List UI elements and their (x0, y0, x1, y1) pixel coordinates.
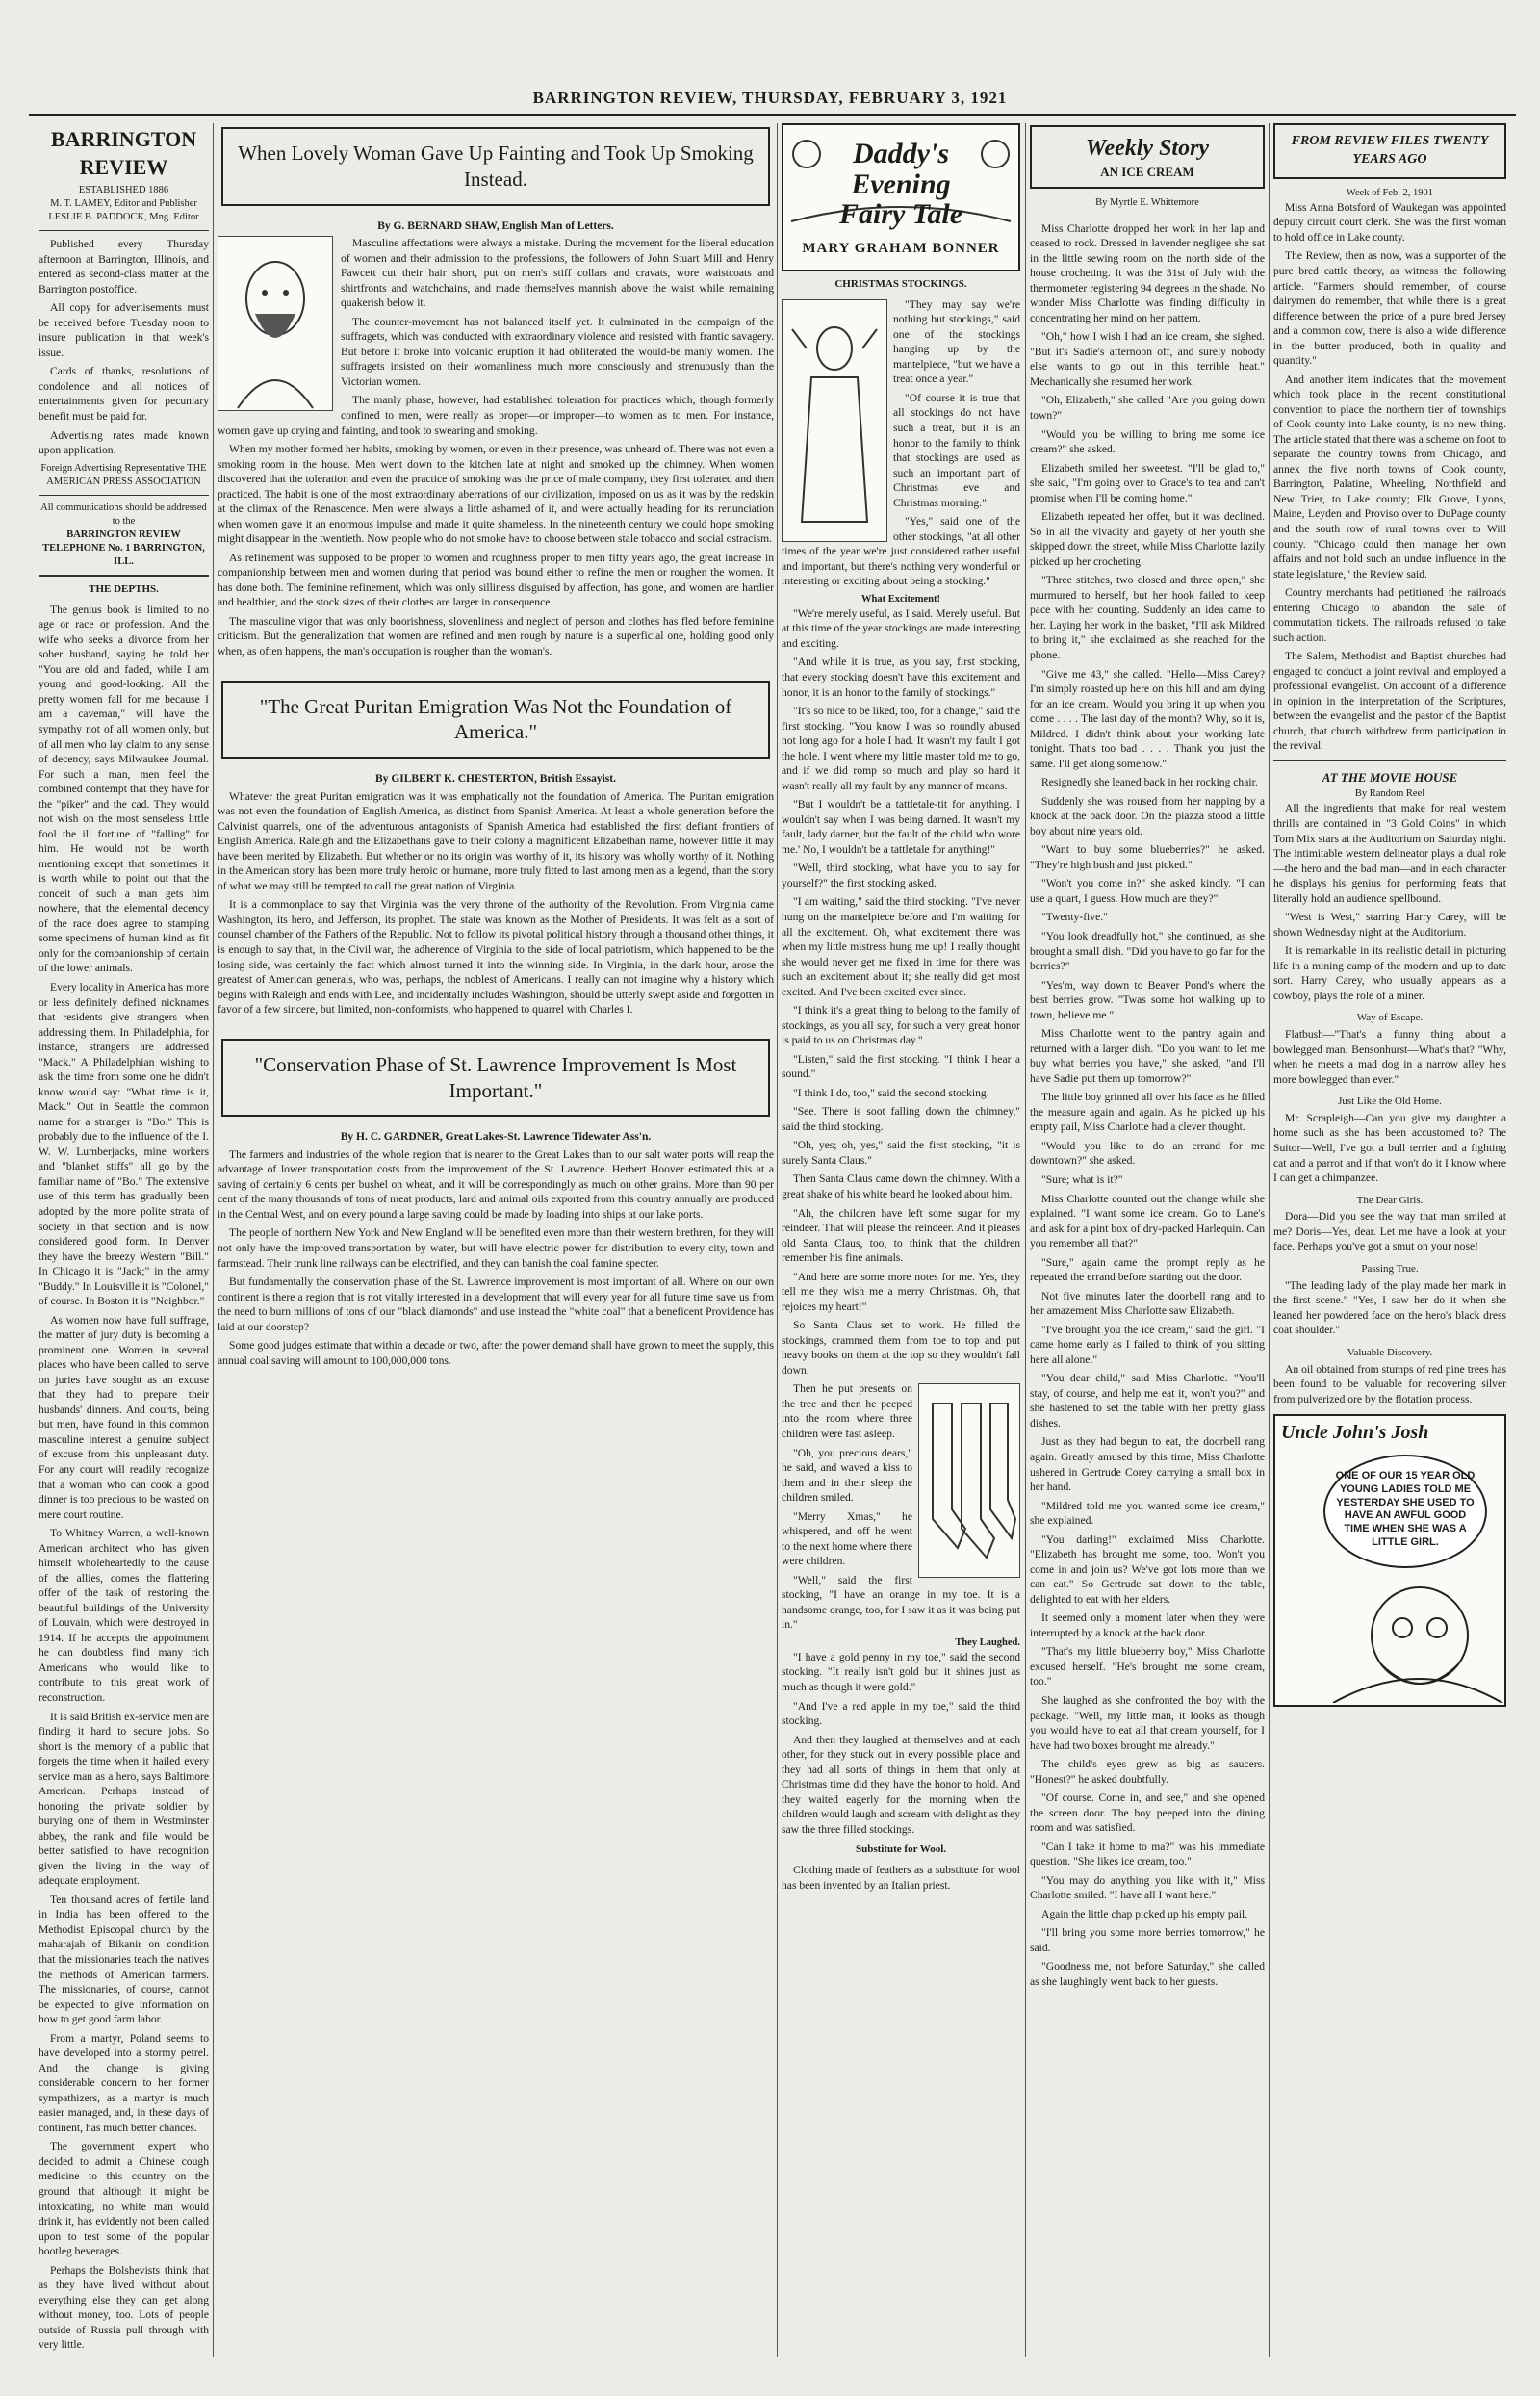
story-paragraph: "Won't you come in?" she asked kindly. "I can use a quart, I guess. How much are they?" (1030, 877, 1265, 905)
story-paragraph: Elizabeth repeated her offer, but it was declined. So in all the vivacity and gayety of her youth she skipped down the street, while Miss Charlotte lazily picked up her crocheting. (1030, 510, 1265, 568)
story-paragraph: Miss Charlotte went to the pantry again and returned with a larger dish. "Do you want to let me buy what berries you have," she asked, "and I'll have Sadie put them up tomorrow?" (1030, 1027, 1265, 1085)
column-essays (218, 123, 774, 2357)
author-portrait (218, 236, 333, 411)
story-paragraph: Miss Charlotte counted out the change while she explained. "I want some ice cream. Go to Lane's and ask for a pint box of dry-packed Harlequin. Can you remember all that?" (1030, 1192, 1265, 1250)
story-paragraph: "We're merely useful, as I said. Merely useful. But at this time of the year stockings are made interesting and exciting. (782, 606, 1020, 650)
story-paragraph: Miss Charlotte dropped her work in her lap and ceased to rock. Dressed in lavender negligee she sat in the little sewing room on the north side of the house crocheting. It was the 31st of July with the thermometer registering 94 degrees in the shade. No wonder Miss Charlotte was finding difficulty in concentrating her mind on her pattern. (1030, 221, 1265, 324)
story-paragraph: Resignedly she leaned back in her rocking chair. (1041, 776, 1258, 789)
notice: Published every Thursday afternoon at Barrington, Illinois, and entered as second-class matter at the Barrington postoffice. (38, 238, 209, 296)
established-line: ESTABLISHED 1886 (78, 184, 169, 195)
review-paragraph: The Review, then as now, was a supporter of the pure bred cattle theory, as witness the following article. "Farmers should remember, of course dairymen do remember, that while there is a great difference between the price of a pure bred Jersey and a common cow, there is also a wide difference in the butter produced, both in quality and quantity." (1273, 249, 1506, 368)
story-paragraph: Not five minutes later the doorbell rang and to her amazement Miss Charlotte saw Elizabeth. (1030, 1289, 1265, 1318)
column-weekly-story (1030, 123, 1265, 2357)
story-paragraph: "And here are some more notes for me. Yes, they tell me they wish me a merry Christmas. Oh, that rejoices my heart!" (782, 1270, 1020, 1313)
story-paragraph: "You dear child," said Miss Charlotte. "You'll stay, of course, and help me eat it, won't you?" and she hastened to set the table with her pretty glass dishes. (1030, 1372, 1265, 1430)
story-paragraph: It seemed only a moment later when they were interrupted by a knock at the back door. (1030, 1611, 1265, 1639)
story-paragraph: "Oh, yes; oh, yes," said the first stocking, "it is surely Santa Claus." (782, 1139, 1020, 1167)
review-paragraph: Miss Anna Botsford of Waukegan was appointed deputy circuit court clerk. She was the first woman to hold office in Lake county. (1273, 200, 1506, 244)
story-paragraph: "Sure," again came the prompt reply as he repeated the errand before starting out the door. (1030, 1255, 1265, 1284)
article-title: "Conservation Phase of St. Lawrence Improvement Is Most Important." (254, 1052, 737, 1102)
divider (1273, 760, 1506, 761)
story-paragraph: "Oh, you precious dears," he said, and waved a kiss to them and in their sleep the children smiled. (782, 1446, 912, 1505)
divider (38, 230, 209, 231)
story-paragraph: "I think it's a great thing to belong to the family of stockings, as you all say, for such a very great honor is paid to us on Christmas day." (782, 1004, 1020, 1047)
joke-text: Dora—Did you see the way that man smiled at me? Doris—Yes, dear. Let me have a look at your face. Perhaps you've got a smut on your nose! (1273, 1210, 1506, 1253)
story-paragraph: Elizabeth smiled her sweetest. "I'll be glad to," she said, "I'm going over to Grace's to tea and can't promise when I'll be coming home." (1030, 461, 1265, 504)
editorial-paragraph: Every locality in America has more or less definitely defined nicknames that residents give strangers when addressing them. In Philadelphia, for instance, strangers are addressed "Mack." A Philadelphian wishing to ask the time from some one he didn't know would say: "What time is it, Mack." Out in Seattle the common name for a stranger is "Bo." This is probably due to the influence of the I. W. W. Lumberjacks, mine workers and "blanket stiffs" all go by the familiar name of "Bo." The extensive use of this term has gradually been adopted by the more polite strata of society in that section and is now considered good form. In Denver they have the breezy Western "Bill." In Chicago it is "Jack;" in the army "Buddy." In Louisville it is "Colonel," of course. In Boston it is "Neighbor." (38, 981, 209, 1308)
story-paragraph: "It's so nice to be liked, too, for a change," said the first stocking. "You know I was so roundly abused not long ago for a hole I had. It wasn't my fault I got the hole. I went where my little master told me to go, and if we did romp so much and play so hard it wasn't really all my fault by any manner of means. (782, 705, 1020, 792)
story-paragraph: "I'll bring you some more berries tomorrow," he said. (1030, 1926, 1265, 1954)
story-paragraph: "They may say we're nothing but stockings," said one of the stockings hanging up by the mantelpiece, "but we have a treat once a year." (893, 297, 1020, 386)
editorial-paragraph: The government expert who decided to admit a Chinese cough medicine to this country on the ground that although it might be intoxicating, no white man would drink it, has evidently not been called upon to test some of the popular bootleg beverages. (38, 2140, 209, 2258)
story-paragraph: So Santa Claus set to work. He filled the stockings, crammed them from toe to top and put heavy books on them at the top so they wouldn't fall down. (782, 1319, 1020, 1377)
illustration-caption: What Excitement! (861, 593, 940, 605)
weekly-story-subtitle: AN ICE CREAM (1100, 165, 1194, 180)
article-paragraph: The people of northern New York and New England will be benefited even more than their western brethren, for they will not only have the improved transportation by water, but will have electric power for distribution to every city, town and farmstead. Their trunk line railways can be electrified, and they can banish the coal famine specter. (218, 1226, 774, 1270)
story-paragraph: "I am waiting," said the third stocking. "I've never hung on the mantelpiece before and I'm waiting for all the excitement. Oh, what excitement there was when my little mistress hung me up! I really thought she would never get me fixed in time for there was such an excitement about it; she really did get most excited. And I've been excited ever since. (782, 895, 1020, 998)
article-paragraph: The manly phase, however, had established toleration for practices which, though formerly confined to men, were really as proper—or improper—to women as to men. For instance, women gave up crying and fainting, and took to swearing and smoking. (218, 394, 774, 437)
story-paragraph: "And while it is true, as you say, first stocking, that every stocking doesn't have this excitement and honor, it is an honor to the family of stockings." (782, 656, 1020, 699)
filler-text: Clothing made of feathers as a substitute for wool has been invented by an Italian priest. (782, 1864, 1020, 1892)
paper-name: BARRINGTON REVIEW (50, 127, 197, 180)
editorial-paragraph: From a martyr, Poland seems to have developed into a stormy petrel. And the change is giving considerable concern to her former sympathizers, as a martyr is much easier managed, and, in these days of continent, has much better chances. (38, 2031, 209, 2134)
uncle-john-face-icon (1275, 1568, 1504, 1703)
joke-text: "The leading lady of the play made her mark in the first scene." "Yes, I saw her do it when she leaned her powdered face on the hero's black dress coat shoulder." (1273, 1278, 1506, 1337)
article-paragraph: Masculine affectations were always a mistake. During the movement for the liberal education of women and their admission to the professions, the followers of John Stuart Mill and Henry Fawcett cut their hair short, put on men's stiff collars and cravats, wore waistcoats and shirtfronts and watchchains, and made themselves mannish above the waist while remaining quakerish below it. (341, 237, 774, 310)
article-headline-box (221, 1039, 770, 1118)
weekly-story-box (1030, 125, 1265, 189)
article-byline: By GILBERT K. CHESTERTON, British Essayist. (375, 773, 616, 786)
notice: All copy for advertisements must be received before Tuesday noon to insure publication in that week's issue. (38, 301, 209, 359)
story-paragraph: "And I've a red apple in my toe," said the third stocking. (782, 1699, 1020, 1728)
review-paragraph: And another item indicates that the movement which took place in the recent constitutional convention to place the northern tier of townships of Cook county into Lake county, is no new thing. The article stated that there was a scheme on foot to separate the country towns from Chicago, and annex the five north towns of Cook county, Barrington, Palatine, Wheeling, Northfield and New Trier, to Lake county; Elk Grove, Lyons, Maine, Leyden and Proviso over to DuPage county and the south row of rural towns over to Will county. "Chicago could then manage her own affairs and not hold such an undue influence in the state legislature," the Review said. (1273, 373, 1506, 580)
fairy-tale-banner (782, 123, 1020, 271)
review-files-week: Week of Feb. 2, 1901 (1346, 187, 1434, 198)
story-paragraph: "Would you be willing to bring me some ice cream?" she asked. (1030, 427, 1265, 456)
story-paragraph: "Three stitches, two closed and three open," she murmured to herself, but her hook failed to keep pace with her counting. Suddenly an idea came to her. Laying her work in the basket, "I'll ask Mildred to bring it," she exclaimed as she reached for the phone. (1030, 574, 1265, 661)
story-paragraph: "You may do anything you like with it," Miss Charlotte smiled. "I have all I want here." (1030, 1873, 1265, 1902)
notice: Cards of thanks, resolutions of condolence and all notices of entertainments given for pecuniary benefit must be paid for. (38, 365, 209, 423)
editorial-title: THE DEPTHS. (89, 583, 159, 595)
article-paragraph: It is a commonplace to say that Virginia was the very throne of the authority of the Revolution. From Virginia came Washington, its hero, and Jefferson, its prophet. The state was known as the Mother of Presidents. It was felt as a sort of counsel chamber of the Fathers of the Republic. Not to follow its pivotal political history through a thousand other things, it is enough to say that, in the Civil war, the adherence of Virginia to the side of local patriotism, which happened to be the losing side, was certainly the fact which almost turned it into the winning side. In Virginia, in the dark hour, arose the greatest of American generals, who was, perhaps, the noblest of Americans. I really can not imagine why a history which begins with Raleigh and ends with Lee, and incidentally includes Washington, should be utterly swept aside and forgotten in favor of a few sincere, but limited, non-conformists, who happened to quarrel with Charles I. (218, 898, 774, 1017)
story-paragraph: "Oh, Elizabeth," she called "Are you going down town?" (1030, 394, 1265, 422)
joke-title: Passing True. (1361, 1262, 1419, 1275)
joke-title: Way of Escape. (1356, 1012, 1424, 1024)
story-paragraph: "Would you like to do an errand for me downtown?" she asked. (1030, 1139, 1265, 1168)
story-paragraph: "That's my little blueberry boy," Miss Charlotte excused herself. "He's brought me some cream, too." (1030, 1645, 1265, 1688)
editorial-paragraph: Perhaps the Bolshevists think that as they have lived without about everything else they can get along without money, too. Lots of people outside of Russia pull through with very little. (38, 2263, 209, 2352)
page-masthead: BARRINGTON REVIEW, THURSDAY, FEBRUARY 3, 1921 (532, 89, 1008, 107)
joke-title: Valuable Discovery. (1347, 1346, 1433, 1358)
story-paragraph: "Of course it is true that all stockings do not have such a treat, but it is an honor to the family to think that stockings are used as such an important part of Christmas eve and Christmas morning." (893, 391, 1020, 509)
story-paragraph: Then Santa Claus came down the chimney. With a great shake of his white beard he looked about him. (782, 1172, 1020, 1201)
story-paragraph: "I've brought you the ice cream," said the girl. "I came home early as I failed to think of you sitting here all alone." (1030, 1323, 1265, 1366)
review-files-box: FROM REVIEW FILES TWENTY YEARS AGO (1273, 123, 1506, 179)
story-paragraph: "Goodness me, not before Saturday," she called as she laughingly went back to her guests. (1030, 1960, 1265, 1988)
column-review-files (1273, 123, 1506, 2357)
fairy-tale-author: MARY GRAHAM BONNER (802, 241, 1000, 256)
article-paragraph: The counter-movement has not balanced itself yet. It culminated in the campaign of the suffragets, which was conducted with extraordinary violence and resisted with frantic savagery. But before it broke into volcanic eruption it had obliterated the would-be manly women. The suffragets insisted on their womanliness much more consciously and strenuously than the Victorian women. (341, 315, 774, 388)
story-paragraph: Suddenly she was roused from her napping by a knock at the back door. On the piazza stood a little boy about nine years old. (1030, 794, 1265, 837)
movie-paragraph: All the ingredients that make for real western thrills are contained in "3 Gold Coins" in which Tom Mix stars at the Auditorium on Saturday night. The intimitable western delineator plays a dual role—the hero and the bad man—and in each character he displays his genius for performing feats that literally hold an audience spellbound. (1273, 802, 1506, 905)
story-paragraph: "But I wouldn't be a tattletale-tit for anything. I wouldn't say when I was being darned. It wasn't my fault, lady darner, but the fault of the child who wore me.' No, I wouldn't be a tattletale for anything!" (782, 798, 1020, 856)
notice: All communications should be addressed to the (40, 502, 207, 527)
joke-text: Mr. Scrapleigh—Can you give my daughter a home such as she has been accustomed to? The Suitor—Well, I've got a bull terrier and a fighting cat and a parrot and if that won't do it I know where I can get a chimpanzee. (1273, 1111, 1506, 1185)
story-paragraph: "Well, third stocking, what have you to say for yourself?" the first stocking asked. (782, 862, 1020, 889)
column-editorial (38, 123, 209, 2357)
article-title: "The Great Puritan Emigration Was Not the Foundation of America." (259, 694, 732, 744)
portrait-image (218, 237, 332, 410)
story-paragraph: The child's eyes grew as big as saucers. "Honest?" he asked doubtfully. (1030, 1758, 1265, 1786)
review-paragraph: Country merchants had petitioned the railroads entering Chicago to abandon the sale of commutation tickets. The railroads refused to take such action. (1273, 586, 1506, 644)
weekly-story-byline: By Myrtle E. Whittemore (1095, 196, 1199, 208)
story-paragraph: And then they laughed at themselves and at each other, for they stuck out in every possible place and they had all sorts of things in them that only at Christmas time did they have the honor to hold. And they waited eagerly for the morning when the children would laugh and scream with delight as they saw the three filled stockings. (782, 1733, 1020, 1836)
review-paragraph: The Salem, Methodist and Baptist churches had engaged to conduct a joint revival and employed a professional evangelist. On account of a difference in opinion in the interpretation of the Scriptures, between the evangelist and the pastor of the Baptist church, that church withdrew from participation in the revival. (1273, 650, 1506, 753)
story-paragraph: "Well," said the first stocking, "I have an orange in my toe. It is a handsome orange, too, for I saw it as it was being put in." (782, 1573, 1020, 1632)
story-paragraph: "Sure; what is it?" (1041, 1172, 1123, 1186)
article-paragraph: The masculine vigor that was only boorishness, slovenliness and neglect of person and clothes has fled before feminine criticism. But the generalization that women are refined and men rough by nature is a superficial one, holding good only when, as often happens, the man's occupation is rougher than the woman's. (218, 614, 774, 657)
editorial-paragraph: As women now have full suffrage, the matter of jury duty is becoming a prominent one. Women in several places who have been called to serve on juries have sought as an excuse that they had to prepare their husbands' dinners. And courts, being but men, have found in this common masculine interest a genuine subject of excuse from this unpleasant duty. For any court will readily recognize that a woman who can cook a good dinner is too precious to be wasted on mere court routine. (38, 1313, 209, 1521)
editorial-paragraph: It is said British ex-service men are finding it hard to secure jobs. So short is the memory of a public that forgets the time when it hailed every service man as a hero, says Baltimore American. Perhaps instead of honoring the private soldier by burying one of them in Westminster abbey, the rank and file would be better satisfied to have recognition given the living in the way of adequate employment. (38, 1710, 209, 1888)
column-rule (1025, 123, 1026, 2357)
staff-line: LESLIE B. PADDOCK, Mng. Editor (48, 212, 199, 223)
article-paragraph: Some good judges estimate that within a decade or two, after the power demand shall have grown to meet the supply, this annual coal saving will amount to 100,000,000 tons. (218, 1339, 774, 1367)
story-paragraph: "Ah, the children have left some sugar for my reindeer. That will please the reindeer. And it pleases old Santa Claus, too, to think that the children remember his fine animals. (782, 1206, 1020, 1265)
weekly-story-title: Weekly Story (1085, 136, 1210, 161)
movie-section-title: AT THE MOVIE HOUSE (1322, 769, 1458, 785)
editorial-paragraph: To Whitney Warren, a well-known American architect who has given himself wholeheartedly to the cause of the allies, comes the flattering offer of the task of restoring the beautiful buildings of the University of Louvain, which were destroyed in 1914. If he accepts the appointment he can doubtless find many rich Americans who would like to contribute to this great work of reconstruction. (38, 1527, 209, 1704)
staff-line: M. T. LAMEY, Editor and Publisher (50, 198, 197, 209)
story-paragraph: "Of course. Come in, and see," and she opened the screen door. The boy peeped into the dining room and was satisfied. (1030, 1791, 1265, 1835)
joke-text: Flatbush—"That's a funny thing about a bowlegged man. Bensonhurst—What's that? "Why, when he meets a mad dog in a narrow alley he's more bowlegged than ever." (1273, 1028, 1506, 1086)
article-headline-box (221, 681, 770, 760)
story-paragraph: "Want to buy some blueberries?" he asked. "They're high bush and just picked." (1030, 843, 1265, 871)
column-rule (213, 123, 214, 2357)
story-paragraph: Then he put presents on the tree and then he peeped into the room where three children were fast asleep. (782, 1382, 912, 1440)
filler-title: Substitute for Wool. (855, 1843, 947, 1856)
joke-title: Just Like the Old Home. (1338, 1095, 1442, 1108)
notice: Foreign Advertising Representative THE AMERICAN PRESS ASSOCIATION (40, 462, 207, 487)
fairy-tale-title: Daddy's Evening Fairy Tale (838, 138, 963, 230)
stocking-figure-icon (783, 300, 886, 541)
story-paragraph: "You look dreadfully hot," she continued, as she brought a small dish. "Did you have to go far for the berries?" (1030, 930, 1265, 973)
story-paragraph: "See. There is soot falling down the chimney," said the third stocking. (782, 1105, 1020, 1133)
story-paragraph: "Give me 43," she called. "Hello—Miss Carey? I'm simply roasted up here on this hill and am dying for an ice cream. Would you bring it up when you come . . . . The last day of the month? Why, so it is, Mildred. I didn't think about your working late tonight. That's too bad . . . . Thank you just the same. I'll get along somehow." (1030, 667, 1265, 770)
stockings-group-icon (919, 1384, 1019, 1577)
movie-paragraph: "West is West," starring Harry Carey, will be shown Wednesday night at the Auditorium. (1273, 911, 1506, 939)
story-paragraph: "Mildred told me you wanted some ice cream," she explained. (1030, 1499, 1265, 1528)
article-title: When Lovely Woman Gave Up Fainting and Took Up Smoking Instead. (238, 142, 754, 191)
divider (38, 495, 209, 496)
comic-panel (1273, 1414, 1506, 1707)
article-paragraph: Whatever the great Puritan emigration was it was emphatically not the foundation of America. The Puritan emigration was not even the foundation of English America, as distinct from Spanish America. At least a whole generation before the Calvinist quarrels, one of the adventurous antagonists of Spanish America had established the first defiant frontiers of English America. Raleigh and the Elizabethans gave to their colony a magnificent Elizabethan name, however little it may have been merited by Elizabeth. But whether or no its origin was worthy of it, its history was wholly worthy of it. Nothing in the American story has been more truly heroic or humane, more truly fitted to last among men as a legend, than the story of what we may still be tempted to call the great nation of Virginia. (218, 789, 774, 892)
story-paragraph: She laughed as she confronted the boy with the package. "Well, my little man, it looks as though you would have to eat all that cream yourself, for I have had two boxes brought me already." (1030, 1693, 1265, 1752)
article-byline: By G. BERNARD SHAW, English Man of Letters. (377, 219, 614, 232)
article-paragraph: As refinement was supposed to be proper to women and roughness proper to men fifty years ago, the great increase in companionship between men and women during that period was bound either to refine the men or roughen the women. It has done both. The feminine refinement, which was only silliness disguised by affection, has gone, and women are hardier and healthier, and the stock sizes of their clothes are larger in consequence. (218, 551, 774, 609)
column-fairy-tale (782, 123, 1020, 2357)
story-paragraph: "I have a gold penny in my toe," said the second stocking. "It really isn't gold but it shines just as much as though it were gold." (782, 1650, 1020, 1694)
illustration-caption: They Laughed. (955, 1636, 1020, 1648)
divider (38, 575, 209, 577)
joke-text: An oil obtained from stumps of red pine trees has been found to be valuable for recovering silver from pulverized ore by the flotation process. (1273, 1362, 1506, 1405)
story-paragraph: "You darling!" exclaimed Miss Charlotte. "Elizabeth has brought me some, too. Won't you come in and join us? We've got lots more than we can eat." So Gertrude sat down to the table, delighted to eat with her elders. (1030, 1533, 1265, 1606)
story-paragraph: "Listen," said the first stocking. "I think I hear a sound." (782, 1052, 1020, 1081)
telephone-line: TELEPHONE No. 1 BARRINGTON, ILL. (42, 542, 205, 567)
comic-speech-bubble: ONE OF OUR 15 YEAR OLD YOUNG LADIES TOLD ME YESTERDAY SHE USED TO HAVE AN AWFUL GOOD TIME WHEN SHE WAS A LITTLE GIRL. (1323, 1455, 1487, 1568)
column-rule (777, 123, 778, 2357)
joke-title: The Dear Girls. (1356, 1194, 1424, 1206)
illustration-stockings (782, 299, 887, 542)
article-paragraph: The farmers and industries of the whole region that is nearer to the Great Lakes than to our salt water ports will reap the advantage of lower transportation costs from the improvement of the St. Lawrence. Herbert Hoover estimated this at a saving of certainly 6 cents per bushel on wheat, and it will be correspondingly as much on other grains. More than 90 per cent of the many thousands of tons of meat products, lard and animal oils exported from this country annually are produced in the Central West, and on every pound a large saving could be made by loading into ships at our lake ports. (218, 1147, 774, 1221)
column-rule (1269, 123, 1270, 2357)
article-byline: By H. C. GARDNER, Great Lakes-St. Lawrence Tidewater Ass'n. (340, 1131, 652, 1144)
story-paragraph: "Yes," said one of the other stockings, "at all other times of the year we're just considered rather useful and important, but there's nothing very wonderful or interesting or exciting about being a stocking." (782, 515, 1020, 588)
story-paragraph: "I think I do, too," said the second stocking. (793, 1086, 989, 1099)
illustration-laughing-stockings (918, 1383, 1020, 1578)
story-paragraph: The little boy grinned all over his face as he filled the measure again and again. As he picked up his empty pail, Miss Charlotte had a clever thought. (1030, 1091, 1265, 1134)
story-paragraph: "Yes'm, way down to Beaver Pond's where the best berries grow. "Twas some hot walking up to town, believe me." (1030, 978, 1265, 1021)
story-paragraph: "Oh," how I wish I had an ice cream, she sighed. "But it's Sadie's afternoon off, and surely nobody else wants to go out in this terrible heat." Mechanically she resumed her work. (1030, 330, 1265, 388)
story-paragraph: Just as they had begun to eat, the doorbell rang again. Greatly amused by this time, Miss Charlotte ushered in Gertrude Corey carrying a small box in her hand. (1030, 1435, 1265, 1494)
movie-byline: By Random Reel (1354, 788, 1425, 800)
editorial-paragraph: Ten thousand acres of fertile land in India has been offered to the Methodist Episcopal church by the maharajah of Bikanir on condition that the missionaries teach the natives the methods of American farmers. The missionaries, of course, cannot be expected to give information on how to get good farm labor. (38, 1893, 209, 2026)
article-paragraph: When my mother formed her habits, smoking by women, or even in their presence, was unheard of. There was not even a smoking room in the house. Men went down to the kitchen late at night and smoked up the chimney. When women discovered that the toleration and even the practice of smoking was the price of male company, they first tolerated and then practiced. The habit is one of the most extraordinary aberrations of our civilization, imposed on us as it was by the redskin at the climax of the Renascence. Men were always a little ashamed of it, and were actually heading for its renunciation when women gave it an enormous impulse and made it quite shameless. In the nineteenth century we could hope smoking might disappear in the twentieth. Now people who do not smoke have to choose between stale tobacco and social ostracism. (218, 443, 774, 546)
masthead-rule (29, 114, 1516, 116)
article-headline-box (221, 127, 770, 206)
address-line: BARRINGTON REVIEW (66, 528, 181, 540)
story-title: CHRISTMAS STOCKINGS. (834, 278, 967, 290)
article-paragraph: But fundamentally the conservation phase of the St. Lawrence improvement is most important of all. Where on our own continent is there a region that is not vitally interested in a development that will every year for all future time save us from the need to burn millions of tons of our "black diamonds" and use instead the "white coal" that a beneficent Providence has laid at our doorstep? (218, 1275, 774, 1333)
movie-paragraph: It is remarkable in its realistic detail in picturing life in a mining camp of the modern and up to date sort. Harry Carey, who usually appears as a cowboy, plays the role of a miner. (1273, 944, 1506, 1002)
story-paragraph: Again the little chap picked up his empty pail. (1041, 1907, 1248, 1920)
story-paragraph: "Merry Xmas," he whispered, and off he went to the next home where there were children. (782, 1509, 912, 1568)
story-paragraph: "Twenty-five." (1041, 911, 1108, 924)
notice: Advertising rates made known upon application. (38, 428, 209, 457)
editorial-paragraph: The genius book is limited to no age or race or profession. And the wife who seeks a divorce from her sober husband, saying he told her "You are old and faded, while I am young and good-looking. All the pretty women fall for me because I am a caveman," will have the sympathy not of all women only, but of all men who lay claim to any sense of decency, says Milwaukee Journal. For such a man, men feel the combined contempt that they have for the "piker" and the cad. They would not wish on the most senseless little fool the ill fortune of "falling" for him. He would not be worth mentioning except that sometimes it is worth while to point out that the conceit of such a man gets him nowhere, that the elemental decency of the race does agree to stamping some specimens of human kind as fit only for the companionship of certain of the lower animals. (38, 603, 209, 975)
story-paragraph: "Can I take it home to ma?" was his immediate question. "She likes ice cream, too." (1030, 1840, 1265, 1868)
comic-title: Uncle John's Josh (1281, 1422, 1429, 1444)
